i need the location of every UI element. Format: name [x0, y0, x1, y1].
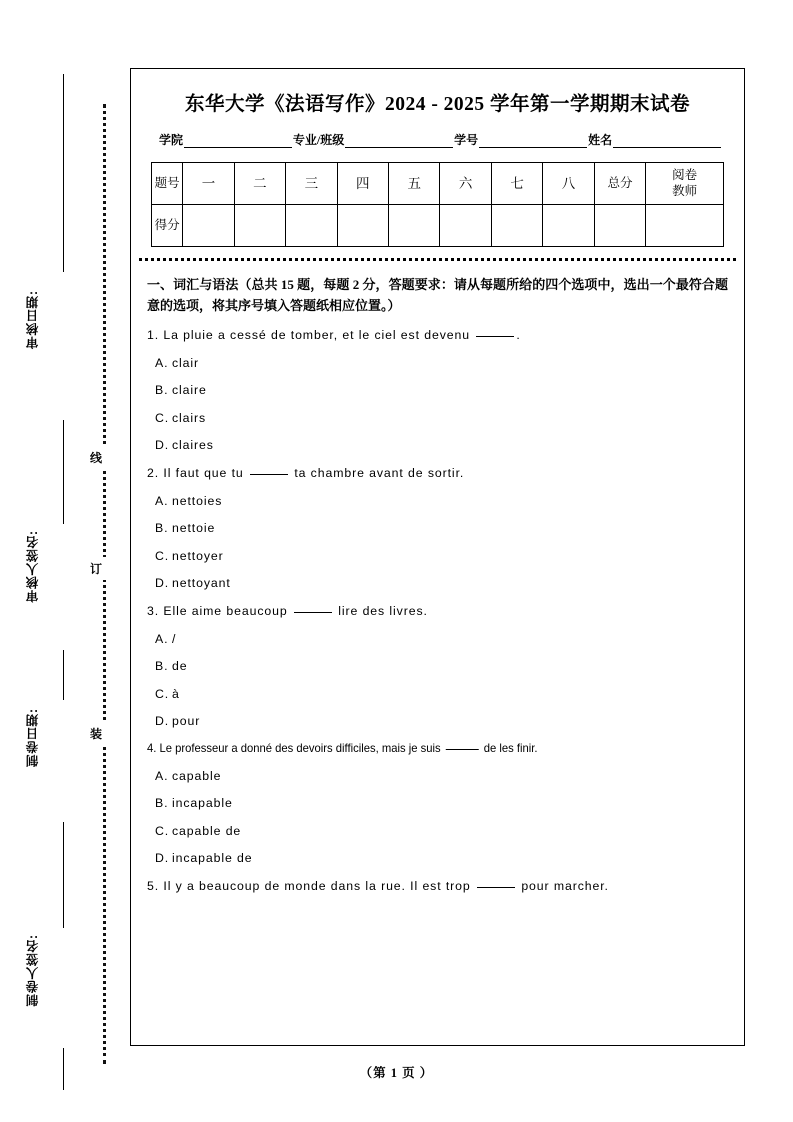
- option-1b-letter: B.: [155, 383, 169, 398]
- score-col-3: 三: [286, 163, 337, 205]
- question-stem-1: [147, 327, 728, 344]
- margin-divider-2: [63, 420, 64, 524]
- option-3d[interactable]: [155, 713, 728, 730]
- option-3c-letter: C.: [155, 686, 170, 701]
- question-stem-4-before: 4. Le professeur a donné des devoirs difficiles, mais je suis: [147, 742, 441, 755]
- field-input-name[interactable]: [613, 134, 721, 148]
- option-4d[interactable]: [155, 850, 728, 867]
- paper-date-label: 制卷日期:: [26, 708, 40, 768]
- option-3d-text: pour: [172, 714, 201, 729]
- option-4d-text: incapable de: [172, 851, 253, 866]
- option-4c-text: capable de: [172, 823, 242, 838]
- option-2d[interactable]: [155, 575, 728, 592]
- option-2c-text: nettoyer: [172, 548, 224, 563]
- option-4c[interactable]: [155, 823, 728, 840]
- question-blank-1[interactable]: [476, 336, 514, 337]
- option-3b-text: de: [172, 659, 188, 674]
- page-footer: （第 1 页 ）: [359, 1066, 434, 1080]
- field-label-major-class: 专业/班级: [292, 133, 345, 147]
- option-3c-text: à: [172, 686, 180, 701]
- score-col-total: 总分: [594, 163, 645, 205]
- option-4b[interactable]: [155, 795, 728, 812]
- table-row-scores: [152, 205, 724, 247]
- student-id-fields: [131, 131, 744, 148]
- option-4d-letter: D.: [155, 851, 170, 866]
- option-4b-text: incapable: [172, 796, 233, 811]
- option-2c-letter: C.: [155, 548, 170, 563]
- field-label-student-id: 学号: [454, 133, 479, 147]
- question-stem-2-before: 2. Il faut que tu: [147, 466, 244, 481]
- seal-char-xian: 线: [86, 446, 106, 469]
- option-2b[interactable]: [155, 520, 728, 537]
- score-cell-5[interactable]: [389, 205, 440, 247]
- option-3c[interactable]: [155, 686, 728, 703]
- score-cell-8[interactable]: [543, 205, 594, 247]
- binding-dotted-line: [103, 104, 106, 1064]
- margin-divider-top: [63, 74, 64, 272]
- page-title: 东华大学《法语写作》2024 - 2025 学年第一学期期末试卷: [184, 94, 691, 115]
- margin-divider-4: [63, 822, 64, 928]
- question-stem-1-after: .: [516, 328, 521, 343]
- question-blank-4[interactable]: [446, 749, 479, 750]
- question-stem-4: [147, 741, 711, 757]
- option-1b[interactable]: [155, 382, 728, 399]
- score-cell-2[interactable]: [234, 205, 285, 247]
- question-stem-2-after: ta chambre avant de sortir.: [294, 466, 465, 481]
- option-2d-letter: D.: [155, 576, 170, 591]
- score-cell-total[interactable]: [594, 205, 645, 247]
- margin-divider-3: [63, 650, 64, 700]
- option-4a-text: capable: [172, 768, 222, 783]
- option-2a[interactable]: [155, 493, 728, 510]
- option-3a[interactable]: [155, 631, 728, 648]
- grader-label-line1: 阅卷: [672, 167, 698, 182]
- option-4b-letter: B.: [155, 796, 169, 811]
- option-2a-letter: A.: [155, 493, 169, 508]
- field-label-college: 学院: [159, 133, 184, 147]
- grader-label-line2: 教师: [672, 183, 698, 198]
- option-2c[interactable]: [155, 548, 728, 565]
- question-stem-4-after: de les finir.: [483, 742, 538, 755]
- question-stem-3-after: lire des livres.: [338, 604, 428, 619]
- option-1d-letter: D.: [155, 438, 170, 453]
- option-1b-text: claire: [172, 383, 207, 398]
- question-stem-3-before: 3. Elle aime beaucoup: [147, 604, 288, 619]
- score-cell-1[interactable]: [183, 205, 234, 247]
- score-col-2: 二: [234, 163, 285, 205]
- score-table-container: [131, 162, 744, 247]
- score-table-stub-score: 得分: [152, 205, 183, 247]
- option-2b-text: nettoie: [172, 521, 216, 536]
- option-1a-letter: A.: [155, 355, 169, 370]
- field-input-student-id[interactable]: [479, 134, 587, 148]
- binding-margin: [0, 0, 128, 1122]
- field-input-major-class[interactable]: [345, 134, 453, 148]
- seal-char-ding: 订: [86, 557, 106, 580]
- exam-sheet: [130, 68, 745, 1046]
- question-stem-5-after: pour marcher.: [521, 879, 609, 894]
- score-col-grader: [646, 163, 724, 205]
- seal-char-zhuang: 装: [86, 722, 106, 745]
- score-cell-3[interactable]: [286, 205, 337, 247]
- option-1a-text: clair: [172, 355, 200, 370]
- option-4a-letter: A.: [155, 768, 169, 783]
- question-stem-5-before: 5. Il y a beaucoup de monde dans la rue. Il est trop: [147, 879, 471, 894]
- score-cell-4[interactable]: [337, 205, 388, 247]
- score-cell-grader[interactable]: [646, 205, 724, 247]
- option-1d[interactable]: [155, 437, 728, 454]
- option-4c-letter: C.: [155, 823, 170, 838]
- field-label-name: 姓名: [588, 133, 613, 147]
- score-table-stub-question: 题号: [152, 163, 183, 205]
- option-2b-letter: B.: [155, 521, 169, 536]
- review-date-label: 审核日期:: [26, 290, 40, 350]
- option-3a-letter: A.: [155, 631, 169, 646]
- score-col-5: 五: [389, 163, 440, 205]
- question-blank-2[interactable]: [250, 474, 288, 475]
- reviewer-signature-label: 审核人签名:: [26, 530, 40, 603]
- question-blank-3[interactable]: [294, 612, 332, 613]
- option-4a[interactable]: [155, 768, 728, 785]
- score-col-1: 一: [183, 163, 234, 205]
- option-3a-text: /: [172, 631, 177, 646]
- question-blank-5[interactable]: [477, 887, 515, 888]
- option-1c-text: clairs: [172, 410, 207, 425]
- score-col-7: 七: [491, 163, 542, 205]
- paper-signature-label: 制卷人签名:: [26, 934, 40, 1007]
- option-2d-text: nettoyant: [172, 576, 231, 591]
- option-2a-text: nettoies: [172, 493, 223, 508]
- question-body: [131, 261, 744, 895]
- score-col-8: 八: [543, 163, 594, 205]
- question-stem-3: [147, 603, 728, 620]
- question-stem-1-before: 1. La pluie a cessé de tomber, et le ciel est devenu: [147, 328, 470, 343]
- option-3d-letter: D.: [155, 714, 170, 729]
- option-1d-text: claires: [172, 438, 214, 453]
- option-1c[interactable]: [155, 410, 728, 427]
- section-heading: 一、词汇与语法（总共 15 题，每题 2 分，答题要求：请从每题所给的四个选项中，选出一个最符合题意的选项，将其序号填入答题纸相应位置。）: [147, 277, 728, 314]
- score-col-4: 四: [337, 163, 388, 205]
- score-col-6: 六: [440, 163, 491, 205]
- option-3b[interactable]: [155, 658, 728, 675]
- option-1a[interactable]: [155, 355, 728, 372]
- question-stem-5: [147, 878, 728, 895]
- table-row-question-numbers: [152, 163, 724, 205]
- field-input-college[interactable]: [184, 134, 292, 148]
- option-3b-letter: B.: [155, 659, 169, 674]
- score-cell-7[interactable]: [491, 205, 542, 247]
- option-1c-letter: C.: [155, 410, 170, 425]
- score-table: [151, 162, 724, 247]
- score-cell-6[interactable]: [440, 205, 491, 247]
- question-stem-2: [147, 465, 728, 482]
